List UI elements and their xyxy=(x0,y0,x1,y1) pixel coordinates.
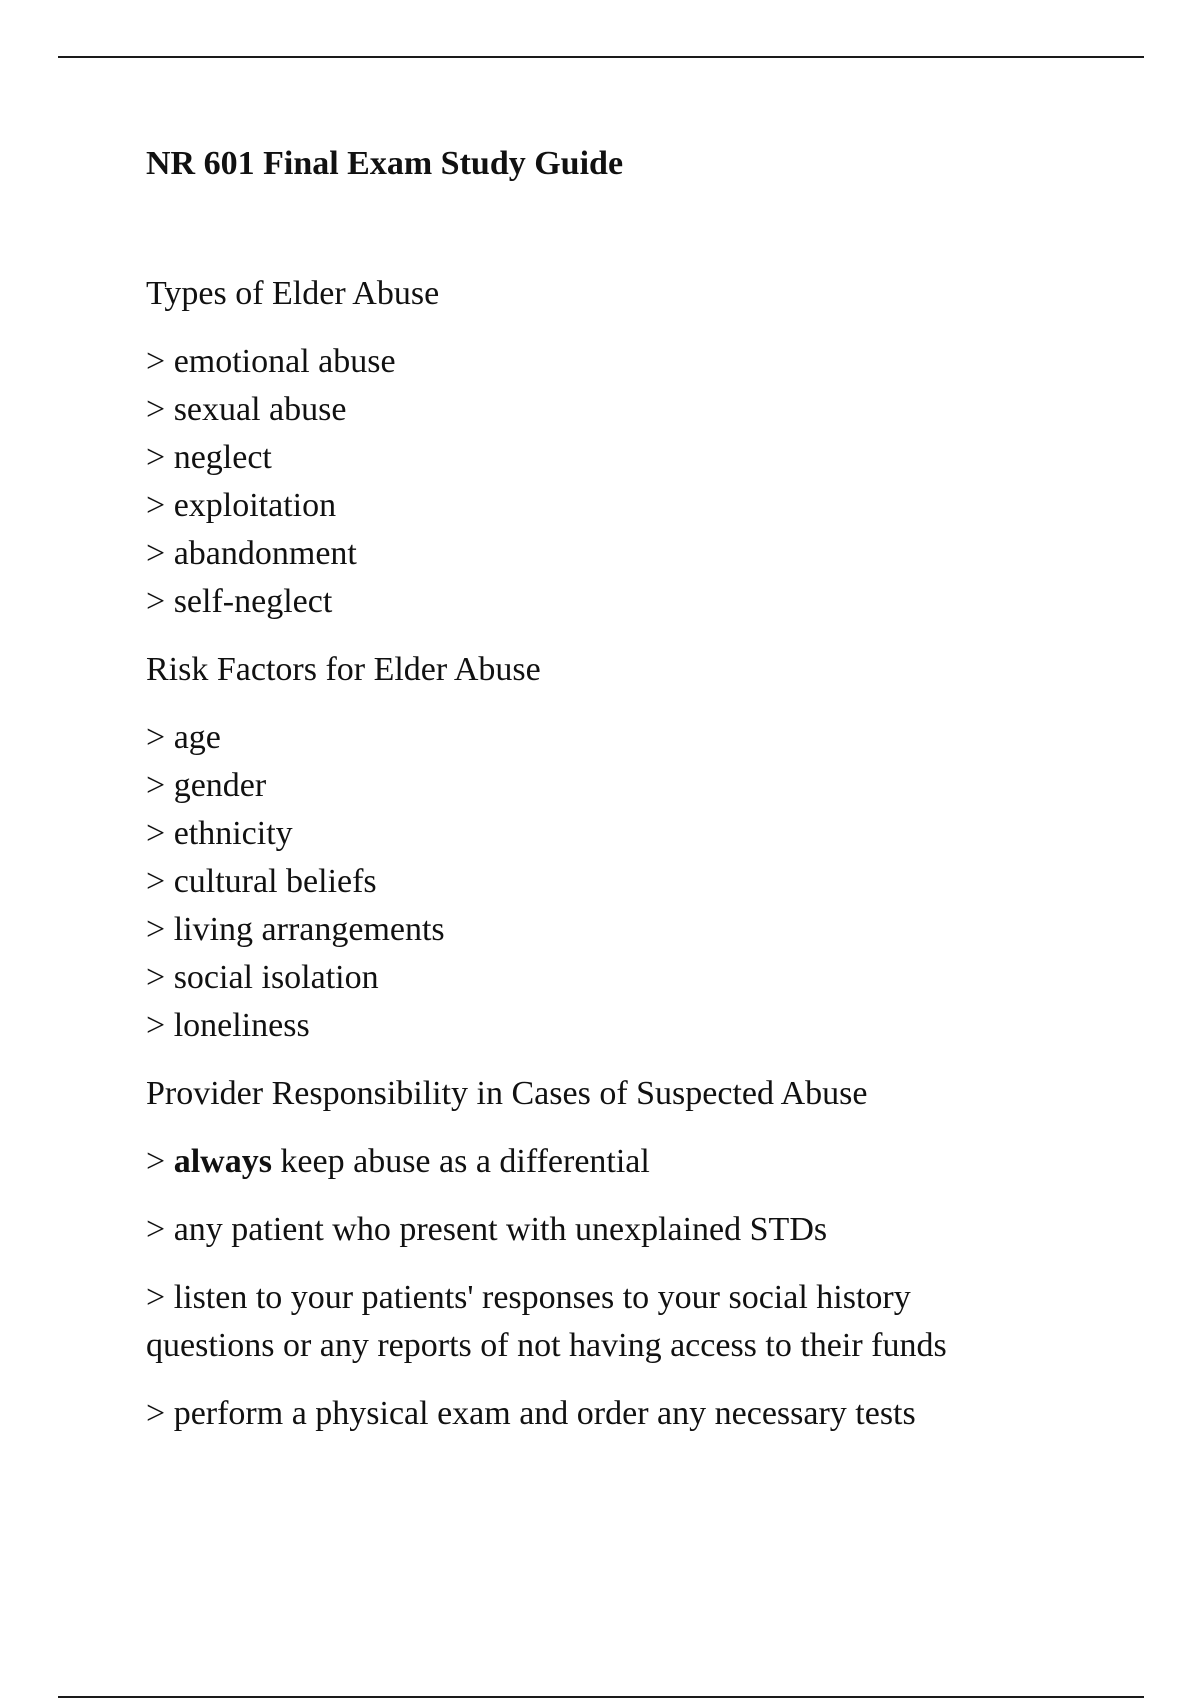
list-item: > always keep abuse as a differential xyxy=(146,1143,650,1180)
document-title: NR 601 Final Exam Study Guide xyxy=(146,145,624,182)
section-heading-provider-responsibility: Provider Responsibility in Cases of Suspected Abuse xyxy=(146,1075,868,1112)
list-item: > age xyxy=(146,719,221,756)
list-item: > neglect xyxy=(146,439,272,476)
list-item: > cultural beliefs xyxy=(146,863,377,900)
types-list xyxy=(146,338,1046,626)
list-item: > living arrangements xyxy=(146,911,445,948)
bullet-marker: > xyxy=(146,767,166,804)
bullet-marker: > xyxy=(146,583,166,620)
bullet-marker: > xyxy=(146,1007,166,1044)
bottom-rule xyxy=(58,1696,1144,1698)
section-heading-types: Types of Elder Abuse xyxy=(146,275,440,312)
bullet-marker: > xyxy=(146,391,166,428)
list-item: > listen to your patients' responses to your social history questions or any reports of not having access to their funds xyxy=(146,1279,947,1364)
list-item: > abandonment xyxy=(146,535,357,572)
bullet-marker: > xyxy=(146,911,166,948)
bullet-marker: > xyxy=(146,1395,166,1432)
list-item: > social isolation xyxy=(146,959,379,996)
list-item: > gender xyxy=(146,767,267,804)
list-item: > ethnicity xyxy=(146,815,293,852)
list-item: > loneliness xyxy=(146,1007,310,1044)
bullet-marker: > xyxy=(146,863,166,900)
bullet-marker: > xyxy=(146,1211,166,1248)
bullet-marker: > xyxy=(146,1279,166,1316)
list-item: > any patient who present with unexplained STDs xyxy=(146,1211,828,1248)
section-heading-risk-factors: Risk Factors for Elder Abuse xyxy=(146,651,541,688)
bullet-marker: > xyxy=(146,439,166,476)
bullet-marker: > xyxy=(146,815,166,852)
top-rule xyxy=(58,56,1144,58)
bullet-marker: > xyxy=(146,343,166,380)
provider-responsibility-list xyxy=(146,1138,1046,1438)
list-item: > self-neglect xyxy=(146,583,333,620)
risk-factors-list xyxy=(146,714,1046,1050)
list-item: > exploitation xyxy=(146,487,337,524)
bullet-marker: > xyxy=(146,1143,166,1180)
emphasis-text: always xyxy=(173,1143,272,1180)
document-body xyxy=(146,140,1046,1438)
bullet-marker: > xyxy=(146,535,166,572)
bullet-marker: > xyxy=(146,959,166,996)
list-item: > perform a physical exam and order any necessary tests xyxy=(146,1395,916,1432)
list-item: > emotional abuse xyxy=(146,343,396,380)
list-item: > sexual abuse xyxy=(146,391,347,428)
bullet-marker: > xyxy=(146,719,166,756)
bullet-marker: > xyxy=(146,487,166,524)
